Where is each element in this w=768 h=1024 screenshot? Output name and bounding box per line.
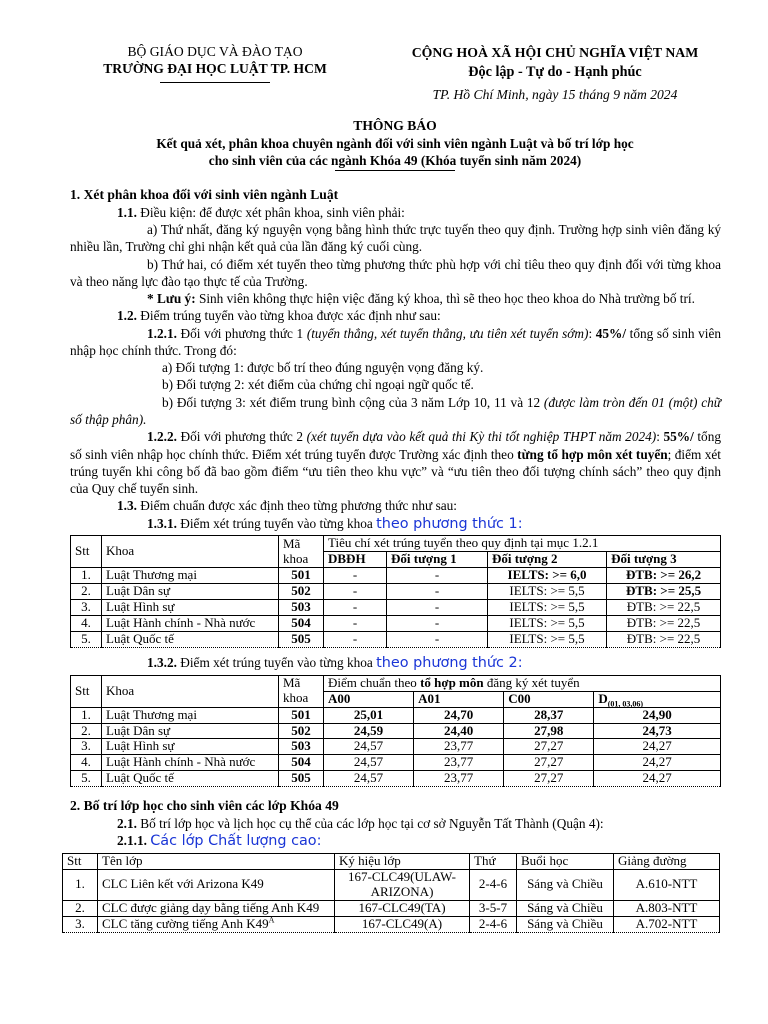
national-name: CỘNG HOÀ XÃ HỘI CHỦ NGHĨA VIỆT NAM [411,45,699,60]
cell-ten-lop-text: CLC tăng cường tiếng Anh K49 [102,915,269,931]
col-header-dbdh: DBĐH [324,552,387,568]
para-2-1-text: Bố trí lớp học và lịch học cụ thể của các lớp học tại cơ sở Nguyễn Tất Thành (Quận 4): [136,815,604,831]
para-1-2-1-italic: (tuyển thẳng, xét tuyển thẳng, ưu tiên xét tuyển sớm) [306,325,589,341]
col-header-giang-duong: Giảng đường [614,853,720,869]
table-row [71,723,721,739]
cell-stt: 4. [71,616,102,632]
table-header-row [71,675,721,691]
ministry-name: BỘ GIÁO DỤC VÀ ĐÀO TẠO [127,44,303,59]
cell-khoa: Luật Hành chính - Nhà nước [102,616,279,632]
para-1-1-text: Điều kiện: để được xét phân khoa, sinh viên phải: [136,204,405,220]
cell-stt: 3. [71,600,102,616]
para-2-1 [70,815,721,832]
cell-buoi-hoc: Sáng và Chiều [517,916,614,932]
cell-a01: 23,77 [414,771,504,787]
header-left-underline [160,82,270,83]
para-2-1-1-highlight: Các lớp Chất lượng cao: [150,833,322,850]
table-row [71,584,721,600]
table-row [63,916,720,932]
cell-obj1: - [387,568,488,584]
cell-a00: 24,59 [324,723,414,739]
para-1-3-2-text: Điểm xét trúng tuyển vào từng khoa [176,655,377,671]
cell-stt: 1. [63,869,98,900]
para-1-2-2 [70,428,721,497]
para-1-2-2-percent: 55%/ [663,429,694,445]
cell-obj3: ĐTB: >= 22,5 [607,616,721,632]
col-header-obj2: Đối tượng 2 [487,552,606,568]
cell-buoi-hoc: Sáng và Chiều [517,869,614,900]
cell-d: 24,27 [594,771,721,787]
cell-khoa: Luật Hành chính - Nhà nước [102,755,279,771]
para-1-2-2-num: 1.2.2. [147,429,177,445]
cell-c00: 27,98 [504,723,594,739]
cell-dbdh: - [324,568,387,584]
cell-a00: 25,01 [324,707,414,723]
cell-khoa: Luật Quốc tế [102,771,279,787]
cell-dbdh: - [324,584,387,600]
title-line-2: Kết quả xét, phân khoa chuyên ngành đối với sinh viên ngành Luật và bố trí lớp học [156,135,634,151]
cell-ma: 505 [279,632,324,648]
para-1-3 [70,497,721,514]
para-1-1 [70,204,721,221]
col-header-c00: C00 [504,691,594,707]
para-1-3-1-num: 1.3.1. [147,515,177,531]
cell-khoa: Luật Dân sự [102,723,279,739]
col-header-stt: Stt [71,536,102,568]
cell-obj2: IELTS: >= 5,5 [487,632,606,648]
cell-a00: 24,57 [324,755,414,771]
cell-stt: 1. [71,707,102,723]
cell-obj1: - [387,616,488,632]
para-1-3-text: Điểm chuẩn được xác định theo từng phương thức như sau: [136,498,457,514]
cell-stt: 5. [71,771,102,787]
col-header-khoa: Khoa [102,536,279,568]
cell-khoa: Luật Hình sự [102,600,279,616]
para-1-2-1-text-c: tổng số sinh viên nhập học chính thức. Trong đó: [70,325,721,358]
cell-a01: 23,77 [414,755,504,771]
cell-stt: 4. [71,755,102,771]
table-row [63,900,720,916]
col-header-khoa: Khoa [102,675,279,707]
para-1-2 [70,307,721,324]
cell-stt: 1. [71,568,102,584]
para-1-2-2-text-c: tổng số sinh viên nhập học chính thức. Điểm xét trúng tuyển được Trường xác định theo [70,429,721,462]
para-1-2-2-italic: (xét tuyển dựa vào kết quả thi Kỳ thi tốt nghiệp THPT năm 2024) [306,429,657,445]
university-name: TRƯỜNG ĐẠI HỌC LUẬT TP. HCM [103,60,327,76]
object-3-italic: (được làm tròn đến 01 (một) chữ số thập phân). [70,394,722,428]
cell-thu: 2-4-6 [470,869,517,900]
col-header-obj1: Đối tượng 1 [387,552,488,568]
cell-khoa: Luật Thương mại [102,707,279,723]
cell-giang-duong: A.702-NTT [614,916,720,932]
para-1-3-2-num: 1.3.2. [147,655,177,671]
cell-khoa: Luật Hình sự [102,739,279,755]
cell-d: 24,73 [594,723,721,739]
cell-ma: 502 [279,584,324,600]
col-header-ten-lop: Tên lớp [98,853,335,869]
cell-giang-duong: A.610-NTT [614,869,720,900]
cell-obj2: IELTS: >= 5,5 [487,600,606,616]
para-1-1-b: b) Thứ hai, có điểm xét tuyển theo từng phương thức phù hợp với chỉ tiêu theo quy định đối với từng khoa và theo năng lực đào tạo thực tế của Trường. [70,256,721,289]
col-header-d-label: D [598,690,608,706]
table-row [71,632,721,648]
section-1-heading: 1. Xét phân khoa đối với sinh viên ngành Luật [70,187,339,202]
place-date: TP. Hồ Chí Minh, ngày 15 tháng 9 năm 2024 [432,87,678,102]
cell-obj2: IELTS: >= 6,0 [487,568,606,584]
object-3 [70,394,721,429]
ministry-header [80,44,350,83]
para-1-2-2-text-a: Đối với phương thức 2 [176,429,307,445]
col-header-ky-hieu: Ký hiệu lớp [335,853,470,869]
col-header-thu: Thứ [470,853,517,869]
table-row [71,739,721,755]
cell-ma: 505 [279,771,324,787]
table-row [71,771,721,787]
table-classes [62,853,720,933]
table-row [71,600,721,616]
cell-ten-lop: CLC được giảng dạy bằng tiếng Anh K49 [98,900,335,916]
para-2-1-1-num: 2.1.1. [117,833,147,849]
para-1-3-1 [70,515,721,534]
cell-c00: 27,27 [504,739,594,755]
section-2-heading: 2. Bố trí lớp học cho sinh viên các lớp Khóa 49 [70,798,339,814]
national-header [380,44,730,82]
para-1-3-1-text: Điểm xét trúng tuyển vào từng khoa [176,515,377,531]
para-1-3-num: 1.3. [117,498,137,514]
para-2-1-1 [70,832,721,851]
col-header-a01: A01 [414,691,504,707]
object-2: b) Đối tượng 2: xét điểm của chứng chỉ ngoại ngữ quốc tế. [162,377,474,393]
cell-ma: 504 [279,616,324,632]
group-text-c: đăng ký xét tuyển [483,674,580,690]
note-label: * Lưu ý: [147,291,196,307]
cell-a00: 24,57 [324,739,414,755]
cell-stt: 2. [63,900,98,916]
cell-dbdh: - [324,616,387,632]
cell-obj2: IELTS: >= 5,5 [487,616,606,632]
cell-dbdh: - [324,600,387,616]
col-header-buoi-hoc: Buổi học [517,853,614,869]
col-header-ma: Mã khoa [279,536,324,568]
col-header-d [594,691,721,707]
document-body [67,184,722,933]
table-method-1 [70,535,721,648]
cell-ky-hieu: 167-CLC49(TA) [335,900,470,916]
table-row [71,707,721,723]
cell-a01: 23,77 [414,739,504,755]
cell-khoa: Luật Quốc tế [102,632,279,648]
cell-a01: 24,70 [414,707,504,723]
title-line-1: THÔNG BÁO [353,118,437,133]
cell-ten-lop: CLC Liên kết với Arizona K49 [98,869,335,900]
col-header-d-sub: (01, 03,06) [607,699,644,709]
para-1-3-1-highlight: theo phương thức 1: [376,515,523,532]
cell-ten-lop-sup: A [268,915,275,925]
cell-d: 24,27 [594,755,721,771]
cell-obj2: IELTS: >= 5,5 [487,584,606,600]
cell-stt: 5. [71,632,102,648]
col-header-obj3: Đối tượng 3 [607,552,721,568]
object-1: a) Đối tượng 1: được bố trí theo đúng nguyện vọng đăng ký. [162,360,484,376]
para-1-1-a: a) Thứ nhất, đăng ký nguyện vọng bằng hình thức trực tuyến theo quy định. Trường hợp sinh viên đăng ký nhiều lần, Trường chỉ ghi nhận kết quả của lần đăng ký cuối cùng. [70,221,721,255]
note-para [70,290,721,307]
cell-obj1: - [387,600,488,616]
cell-obj3: ĐTB: >= 22,5 [607,632,721,648]
para-1-2-text: Điểm trúng tuyển vào từng khoa được xác định như sau: [136,308,441,324]
table-row [71,616,721,632]
table-row [71,755,721,771]
cell-ma: 501 [279,568,324,584]
cell-ma: 503 [279,600,324,616]
cell-stt: 2. [71,723,102,739]
cell-c00: 27,27 [504,755,594,771]
para-1-2-2-text-d: ; điểm xét trúng tuyển khi công bố đã bao gồm điểm “ưu tiên theo khu vực” và “ưu tiên theo đối tượng chính sách” theo quy định của Quy chế tuyển sinh. [70,446,721,497]
cell-buoi-hoc: Sáng và Chiều [517,900,614,916]
cell-obj1: - [387,632,488,648]
cell-obj3: ĐTB: >= 22,5 [607,600,721,616]
cell-obj1: - [387,584,488,600]
cell-giang-duong: A.803-NTT [614,900,720,916]
para-1-2-1 [70,325,721,360]
para-1-2-1-text-a: Đối với phương thức 1 [176,325,307,341]
cell-ma: 502 [279,723,324,739]
col-header-stt: Stt [63,853,98,869]
col-header-group [324,675,721,691]
cell-stt: 2. [71,584,102,600]
cell-a01: 24,40 [414,723,504,739]
table-row [71,568,721,584]
cell-stt: 3. [71,739,102,755]
title-underline [335,170,455,171]
col-header-ma: Mã khoa [279,675,324,707]
cell-obj3: ĐTB: >= 25,5 [607,584,721,600]
para-1-2-2-colon: : [656,429,664,445]
cell-stt: 3. [63,916,98,932]
title-line-3: cho sinh viên của các ngành Khóa 49 (Khóa tuyển sinh năm 2024) [208,152,582,168]
cell-obj3: ĐTB: >= 26,2 [607,568,721,584]
cell-dbdh: - [324,632,387,648]
cell-c00: 28,37 [504,707,594,723]
document-title [70,117,720,171]
object-3-text: b) Đối tượng 3: xét điểm trung bình cộng của 3 năm Lớp 10, 11 và 12 [162,394,544,410]
cell-ten-lop [98,916,335,932]
cell-a00: 24,57 [324,771,414,787]
para-1-2-2-bold: từng tổ hợp môn xét tuyển [517,446,668,462]
cell-d: 24,90 [594,707,721,723]
col-header-stt: Stt [71,675,102,707]
para-1-2-1-colon: : [588,325,596,341]
cell-ma: 501 [279,707,324,723]
table-method-2 [70,675,721,788]
col-header-group: Tiêu chí xét trúng tuyển theo quy định tại mục 1.2.1 [324,536,721,552]
group-text-bold: tổ hợp môn [420,674,484,690]
para-1-3-2 [70,654,721,673]
group-text-a: Điểm chuẩn theo [328,674,421,690]
cell-ky-hieu: 167-CLC49(ULAW-ARIZONA) [335,869,470,900]
note-text: Sinh viên không thực hiện việc đăng ký khoa, thì sẽ theo học theo khoa do Nhà trường bố trí. [195,291,695,307]
cell-khoa: Luật Dân sự [102,584,279,600]
table-header-row [63,853,720,869]
table-row [63,869,720,900]
para-2-1-num: 2.1. [117,815,137,831]
cell-thu: 3-5-7 [470,900,517,916]
para-1-3-2-highlight: theo phương thức 2: [376,655,523,672]
para-1-1-num: 1.1. [117,204,137,220]
cell-khoa: Luật Thương mại [102,568,279,584]
cell-ky-hieu: 167-CLC49(A) [335,916,470,932]
col-header-a00: A00 [324,691,414,707]
table-header-row [71,536,721,552]
cell-ma: 503 [279,739,324,755]
para-1-2-1-num: 1.2.1. [147,325,177,341]
cell-c00: 27,27 [504,771,594,787]
cell-ma: 504 [279,755,324,771]
national-motto: Độc lập - Tự do - Hạnh phúc [468,63,642,80]
para-1-2-num: 1.2. [117,308,137,324]
cell-thu: 2-4-6 [470,916,517,932]
cell-d: 24,27 [594,739,721,755]
para-1-2-1-percent: 45%/ [595,325,627,341]
